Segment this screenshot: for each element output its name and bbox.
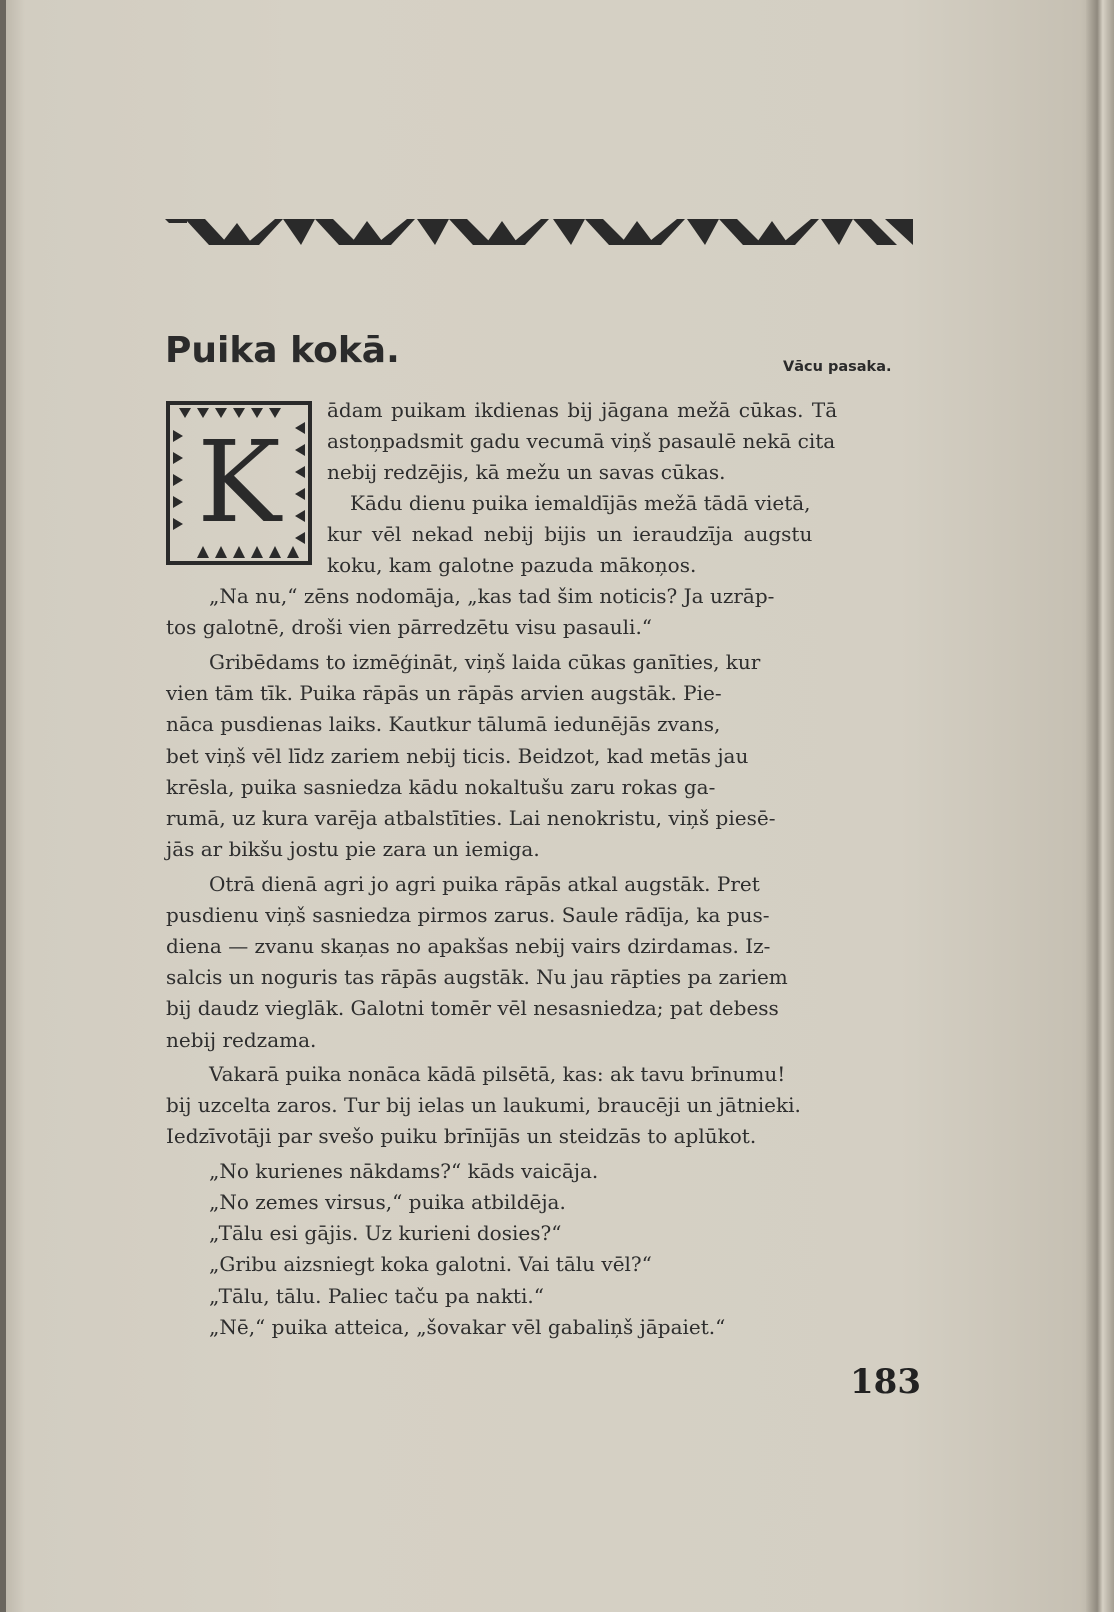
text-line: „No zemes virsus,“ puika atbildēja. [209,1190,566,1214]
text-line: bet viņš vēl līdz zariem nebij ticis. Beidzot, kad metās jau [166,744,749,768]
text-line: Gribēdams to izmēģināt, viņš laida cūkas ganīties, kur [209,650,761,674]
text-line: nebij redzama. [166,1028,317,1052]
text-line: Otrā dienā agri jo agri puika rāpās atkal augstāk. Pret [209,872,760,896]
text-line: „Na nu,“ zēns nodomāja, „kas tad šim noticis? Ja uzrāp- [209,584,775,608]
text-line: Iedzīvotāji par svešo puiku brīnījās un steidzās to aplūkot. [166,1124,757,1148]
page-binding-edge [0,0,6,1612]
drop-cap-letter: K [197,418,281,548]
drop-cap-initial [165,400,313,566]
text-line: bij uzcelta zaros. Tur bij ielas un laukumi, braucēji un jātnieki. [166,1093,801,1117]
text-line: „Tālu esi gājis. Uz kurieni dosies?“ [209,1221,562,1245]
text-line: diena — zvanu skaņas no apakšas nebij vairs dzirdamas. Iz- [166,934,771,958]
text-line: vien tām tīk. Puika rāpās un rāpās arvien augstāk. Pie- [166,681,722,705]
text-line: koku, kam galotne pazuda mākoņos. [327,553,697,577]
text-line: nebij redzējis, kā mežu un savas cūkas. [327,460,726,484]
text-line: Kādu dienu puika iemaldījās mežā tādā vietā, [350,491,811,515]
text-line: „Gribu aizsniegt koka galotni. Vai tālu vēl?“ [209,1252,652,1276]
page-stack-edge [1086,0,1114,1612]
text-line: ādam puikam ikdienas bij jāgana mežā cūkas. Tā [327,398,838,422]
text-line: tos galotnē, droši vien pārredzētu visu pasauli.“ [166,615,653,639]
text-line: pusdienu viņš sasniedza pirmos zarus. Saule rādīja, ka pus- [166,903,770,927]
text-line: „Nē,“ puika atteica, „šovakar vēl gabaliņš jāpaiet.“ [209,1315,726,1339]
story-title: Puika kokā. [165,330,400,371]
text-line: bij daudz vieglāk. Galotni tomēr vēl nesasniedza; pat debess [166,996,779,1020]
text-line: astoņpadsmit gadu vecumā viņš pasaulē nekā cita [327,429,836,453]
story-source-note: Vācu pasaka. [783,359,892,375]
text-line: nāca pusdienas laiks. Kautkur tālumā iedunējās zvans, [166,712,721,736]
text-line: Vakarā puika nonāca kādā pilsētā, kas: ak tavu brīnumu! [209,1062,786,1086]
text-line: „No kurienes nākdams?“ kāds vaicāja. [209,1159,599,1183]
text-line: „Tālu, tālu. Paliec taču pa nakti.“ [209,1284,544,1308]
decorative-ornament-band [165,215,915,265]
text-line: jās ar bikšu jostu pie zara un iemiga. [166,837,540,861]
page-number: 183 [850,1362,921,1402]
text-line: rumā, uz kura varēja atbalstīties. Lai nenokristu, viņš piesē- [166,806,776,830]
text-line: salcis un noguris tas rāpās augstāk. Nu jau rāpties pa zariem [166,965,788,989]
text-line: krēsla, puika sasniedza kādu nokaltušu zaru rokas ga- [166,775,716,799]
text-line: kur vēl nekad nebij bijis un ieraudzīja augstu [327,522,813,546]
